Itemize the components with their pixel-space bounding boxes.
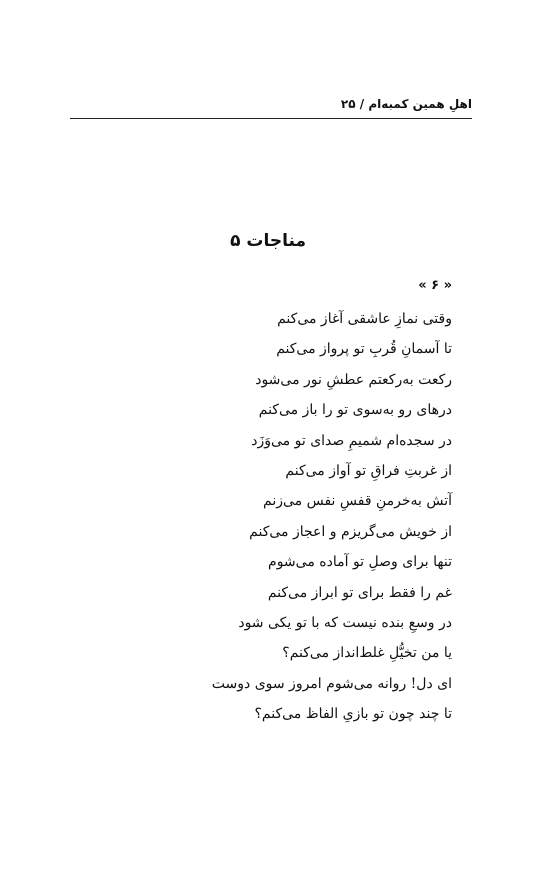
verse-line: تنها برای وصلِ تو آماده می‌شوم [268, 554, 452, 571]
poem-verses [200, 304, 452, 729]
header-rule [70, 118, 472, 119]
verse-line: ای دل! روانه می‌شوم امروز سوی دوست [211, 675, 452, 692]
verse-line: از خویش می‌گریزم و اعجاز می‌کنم [249, 523, 452, 540]
verse-line: در وسعِ بنده نیست که با تو یکی شود [238, 614, 452, 631]
poem-title: مناجات ۵ [230, 231, 306, 251]
verse-line: در سجده‌ام شمیمِ صدای تو می‌وَزَد [251, 432, 452, 449]
verse-line: وقتی نمازِ عاشقی آغاز می‌کنم [277, 311, 452, 327]
verse-line: آتش به‌خرمنِ قفسِ نفس می‌زنم [263, 493, 452, 510]
verse-line: تا چند چون تو بازیِ الفاظ می‌کنم؟ [254, 706, 452, 723]
verse-line: تا آسمانِ قُربِ تو پرواز می‌کنم [276, 341, 452, 358]
poem-number: « ۶ » [418, 278, 452, 293]
verse-line: درهای رو به‌سوی تو را باز می‌کنم [258, 402, 452, 419]
verse-line: از غربتِ فراقِ تو آواز می‌کنم [285, 462, 452, 479]
verse-line: یا من تخیُّلِ غلط‌انداز می‌کنم؟ [282, 645, 452, 662]
verse-line: غم را فقط برای تو ابراز می‌کنم [267, 584, 452, 601]
verse-line: رکعت به‌رکعتم عطشِ نور می‌شود [255, 371, 452, 388]
running-header: اهلِ همین کمبه‌ام / ۲۵ [340, 97, 472, 111]
